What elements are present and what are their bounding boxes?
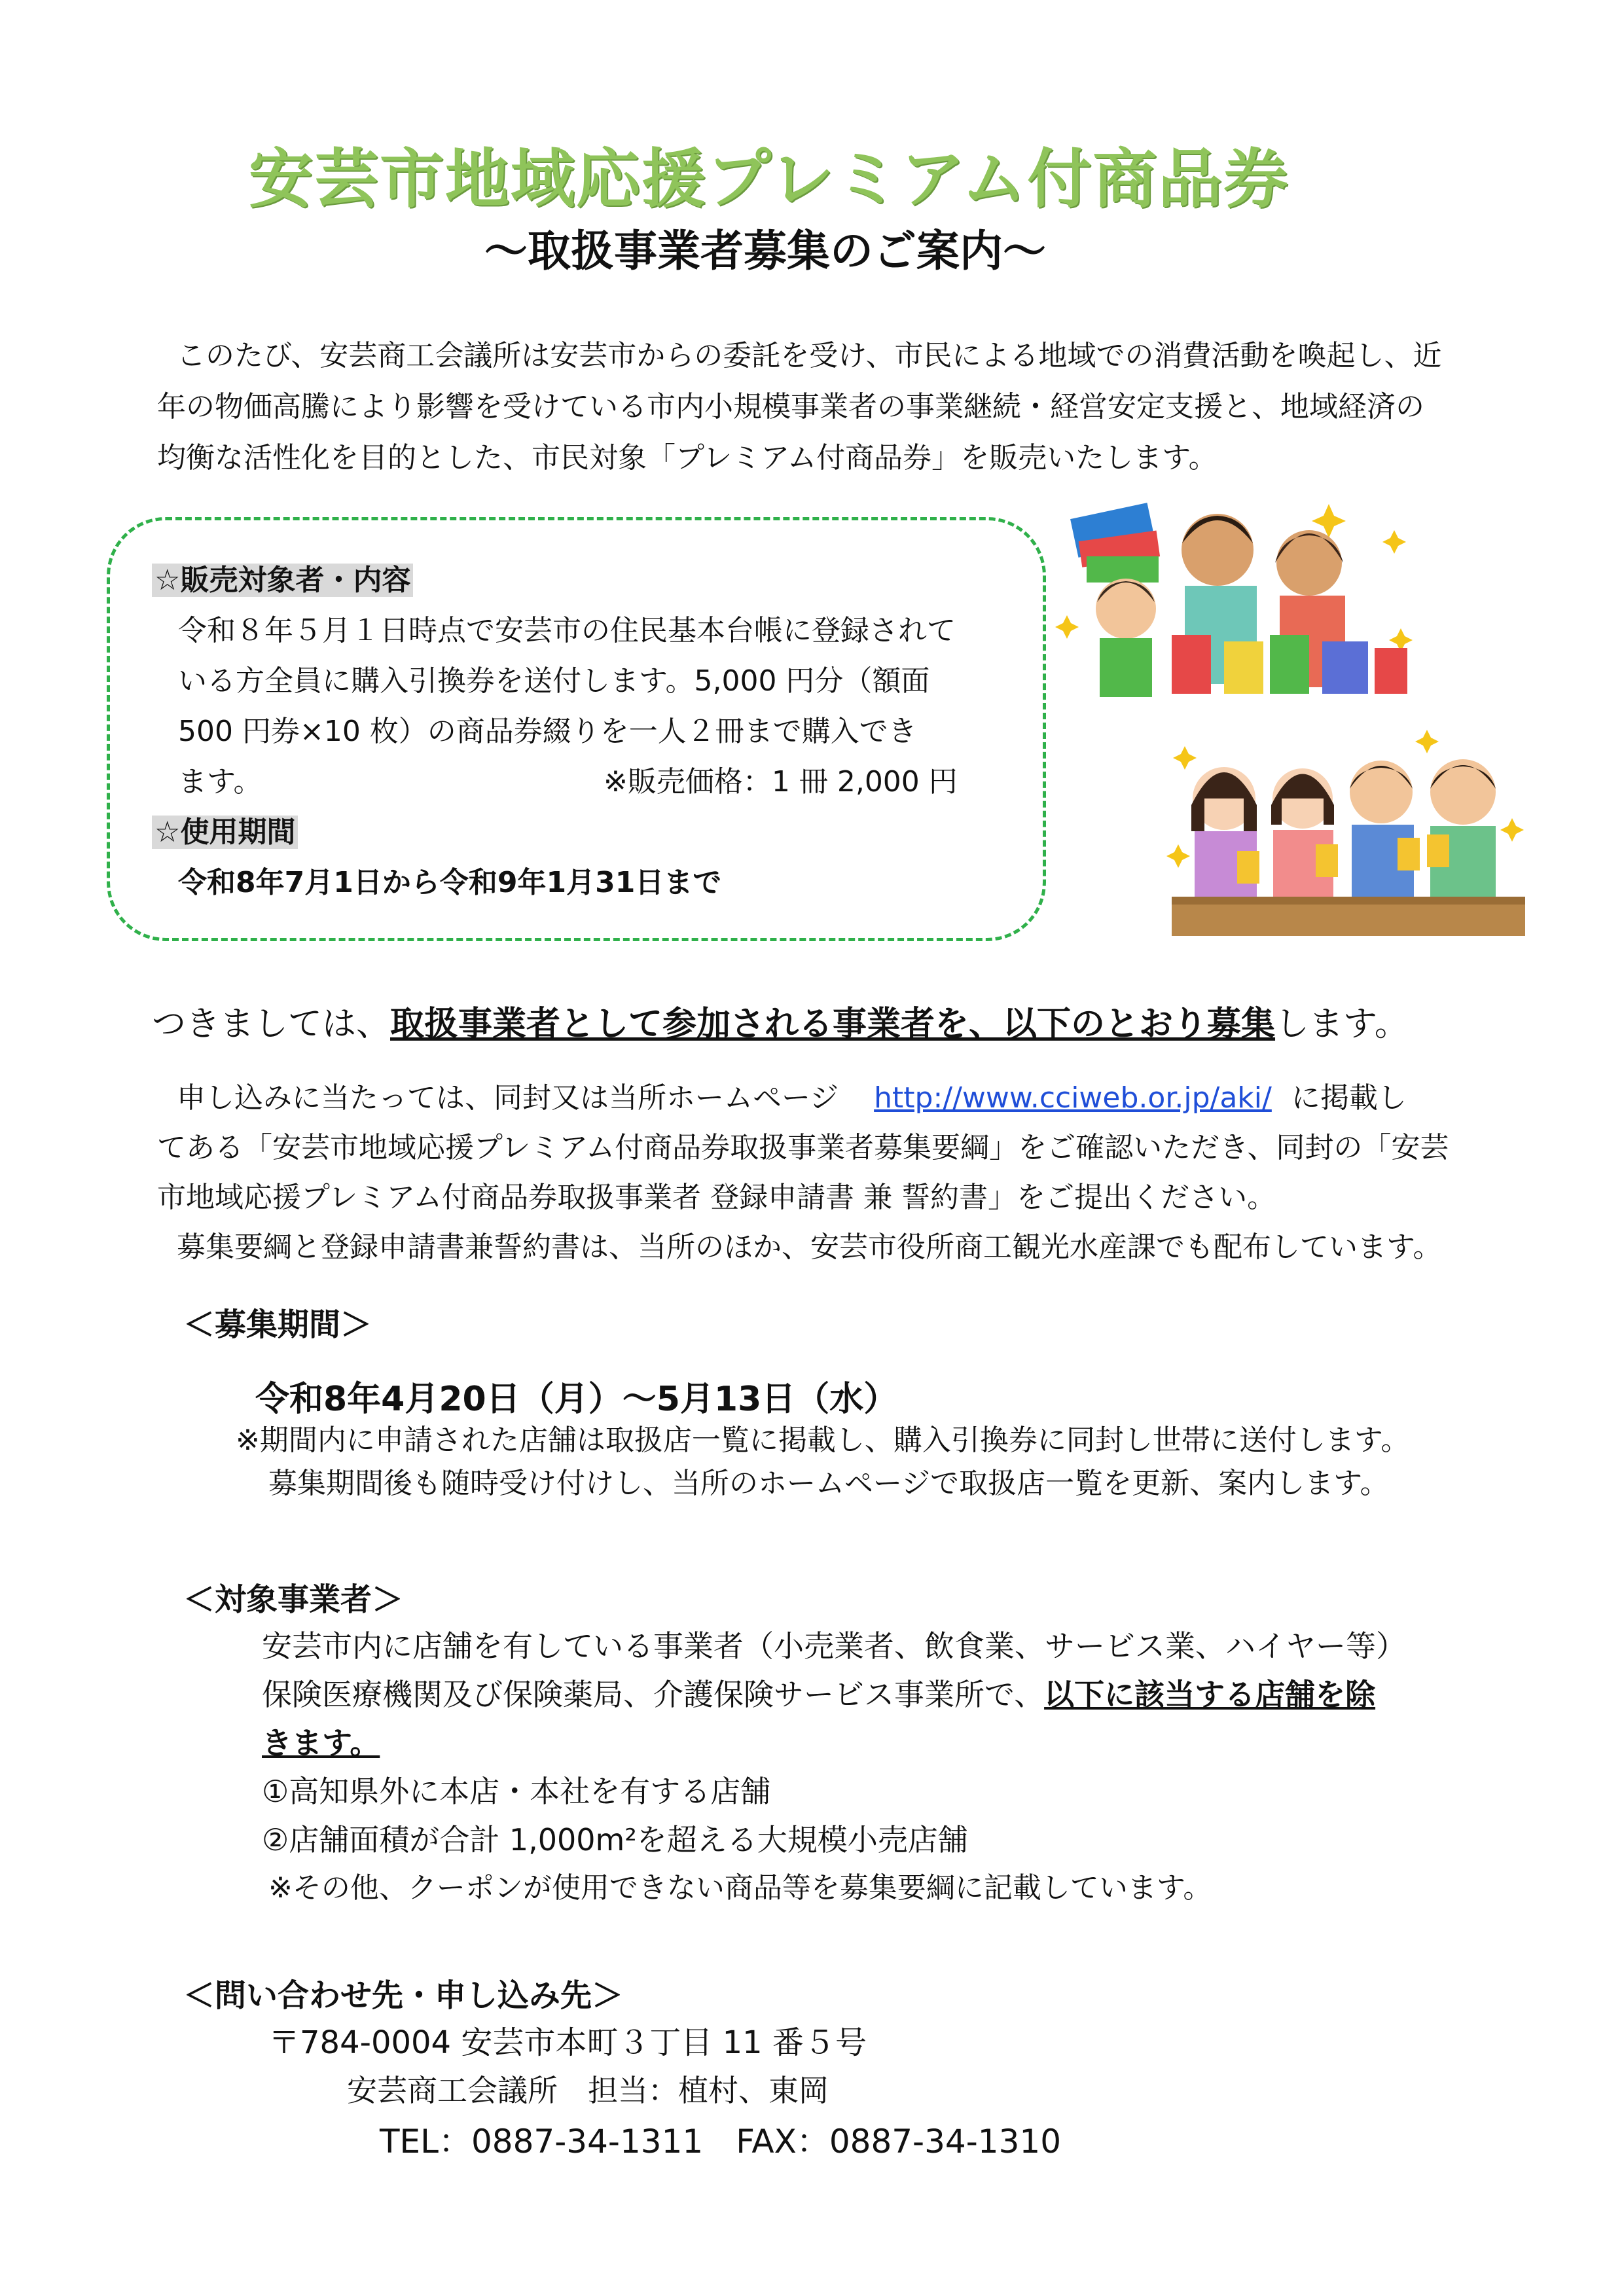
exclusion-item: ①高知県外に本店・本社を有する店舗	[262, 1774, 771, 1809]
sales-line: ます。	[178, 765, 262, 798]
contact-address: 〒784-0004 安芸市本町３丁目 11 番５号	[268, 2024, 867, 2061]
contact-heading: ＜問い合わせ先・申し込み先＞	[183, 1977, 624, 2014]
period-heading: ☆使用期間	[152, 816, 298, 849]
homepage-link[interactable]: http://www.cciweb.or.jp/aki/	[874, 1081, 1272, 1115]
recruit-sentence	[152, 996, 1409, 1045]
recruit-prefix: つきましては、	[152, 1005, 391, 1044]
exclusion-emphasis: 以下に該当する店舗を除	[1044, 1677, 1376, 1712]
intro-line: 年の物価高騰により影響を受けている市内小規模事業者の事業継続・経営安定支援と、地域経済の	[157, 390, 1424, 423]
target-line: 保険医療機関及び保険薬局、介護保険サービス事業所で、	[262, 1677, 1045, 1712]
page-subtitle: ～取扱事業者募集のご案内～	[484, 226, 1046, 276]
recruit-period-heading: ＜募集期間＞	[183, 1306, 372, 1343]
recruit-suffix: します。	[1275, 1005, 1409, 1044]
usage-period: 令和8年7月1日から令和9年1月31日まで	[178, 866, 722, 899]
sales-heading: ☆販売対象者・内容	[152, 564, 413, 597]
shopping-family-illustration	[1054, 484, 1420, 713]
sales-info-content	[152, 555, 956, 908]
sales-line: いる方全員に購入引換券を送付します。5,000 円分（額面	[178, 664, 930, 698]
contact-phone: TEL：0887-34-1311 FAX：0887-34-1310	[380, 2123, 1062, 2161]
application-paragraph	[157, 1073, 1449, 1272]
sales-line: 令和８年５月１日時点で安芸市の住民基本台帳に登録されて	[178, 614, 956, 647]
apply-line: 申し込みに当たっては、同封又は当所ホームページ	[177, 1081, 839, 1115]
page-title: 安芸市地域応援プレミアム付商品券	[249, 142, 1290, 217]
period-note-line: 募集期間後も随時受け付けし、当所のホームページで取扱店一覧を更新、案内します。	[268, 1467, 1389, 1500]
period-note-line: ※期間内に申請された店舗は取扱店一覧に掲載し、購入引換券に同封し世帯に送付します。	[236, 1424, 1410, 1457]
apply-line: に掲載し	[1291, 1081, 1407, 1115]
apply-line: 市地域応援プレミアム付商品券取扱事業者 登録申請書 兼 誓約書」をご提出ください。	[157, 1181, 1276, 1214]
recruit-period-note	[236, 1419, 1409, 1505]
apply-line: てある「安芸市地域応援プレミアム付商品券取扱事業者募集要綱」をご確認いただき、同封の「安芸	[157, 1131, 1449, 1164]
exclusion-emphasis-end: きます。	[262, 1725, 380, 1761]
recruit-emphasis: 取扱事業者として参加される事業者を、以下のとおり募集	[390, 1005, 1276, 1044]
target-line: 安芸市内に店舗を有している事業者（小売業者、飲食業、サービス業、ハイヤー等）	[262, 1628, 1406, 1664]
apply-line: 募集要綱と登録申請書兼誓約書は、当所のほか、安芸市役所商工観光水産課でも配布しています。	[177, 1230, 1442, 1264]
intro-paragraph	[157, 331, 1441, 484]
recruit-period-dates: 令和8年4月20日（月）～5月13日（水）	[255, 1380, 898, 1419]
target-content	[262, 1622, 1406, 1912]
price-note: ※販売価格：1 冊 2,000 円	[604, 765, 958, 798]
target-note: ※その他、クーポンが使用できない商品等を募集要綱に記載しています。	[268, 1871, 1212, 1905]
intro-line: 均衡な活性化を目的とした、市民対象「プレミアム付商品券」を販売いたします。	[157, 441, 1218, 475]
sales-line: 500 円券×10 枚）の商品券綴りを一人２冊まで購入でき	[178, 715, 917, 748]
toasting-group-illustration	[1165, 720, 1532, 942]
intro-line: このたび、安芸商工会議所は安芸市からの委託を受け、市民による地域での消費活動を喚起し、近	[177, 339, 1442, 372]
exclusion-item: ②店舗面積が合計 1,000m²を超える大規模小売店舗	[262, 1822, 968, 1857]
contact-org: 安芸商工会議所 担当：植村、東岡	[347, 2073, 829, 2108]
target-heading: ＜対象事業者＞	[183, 1581, 404, 1618]
